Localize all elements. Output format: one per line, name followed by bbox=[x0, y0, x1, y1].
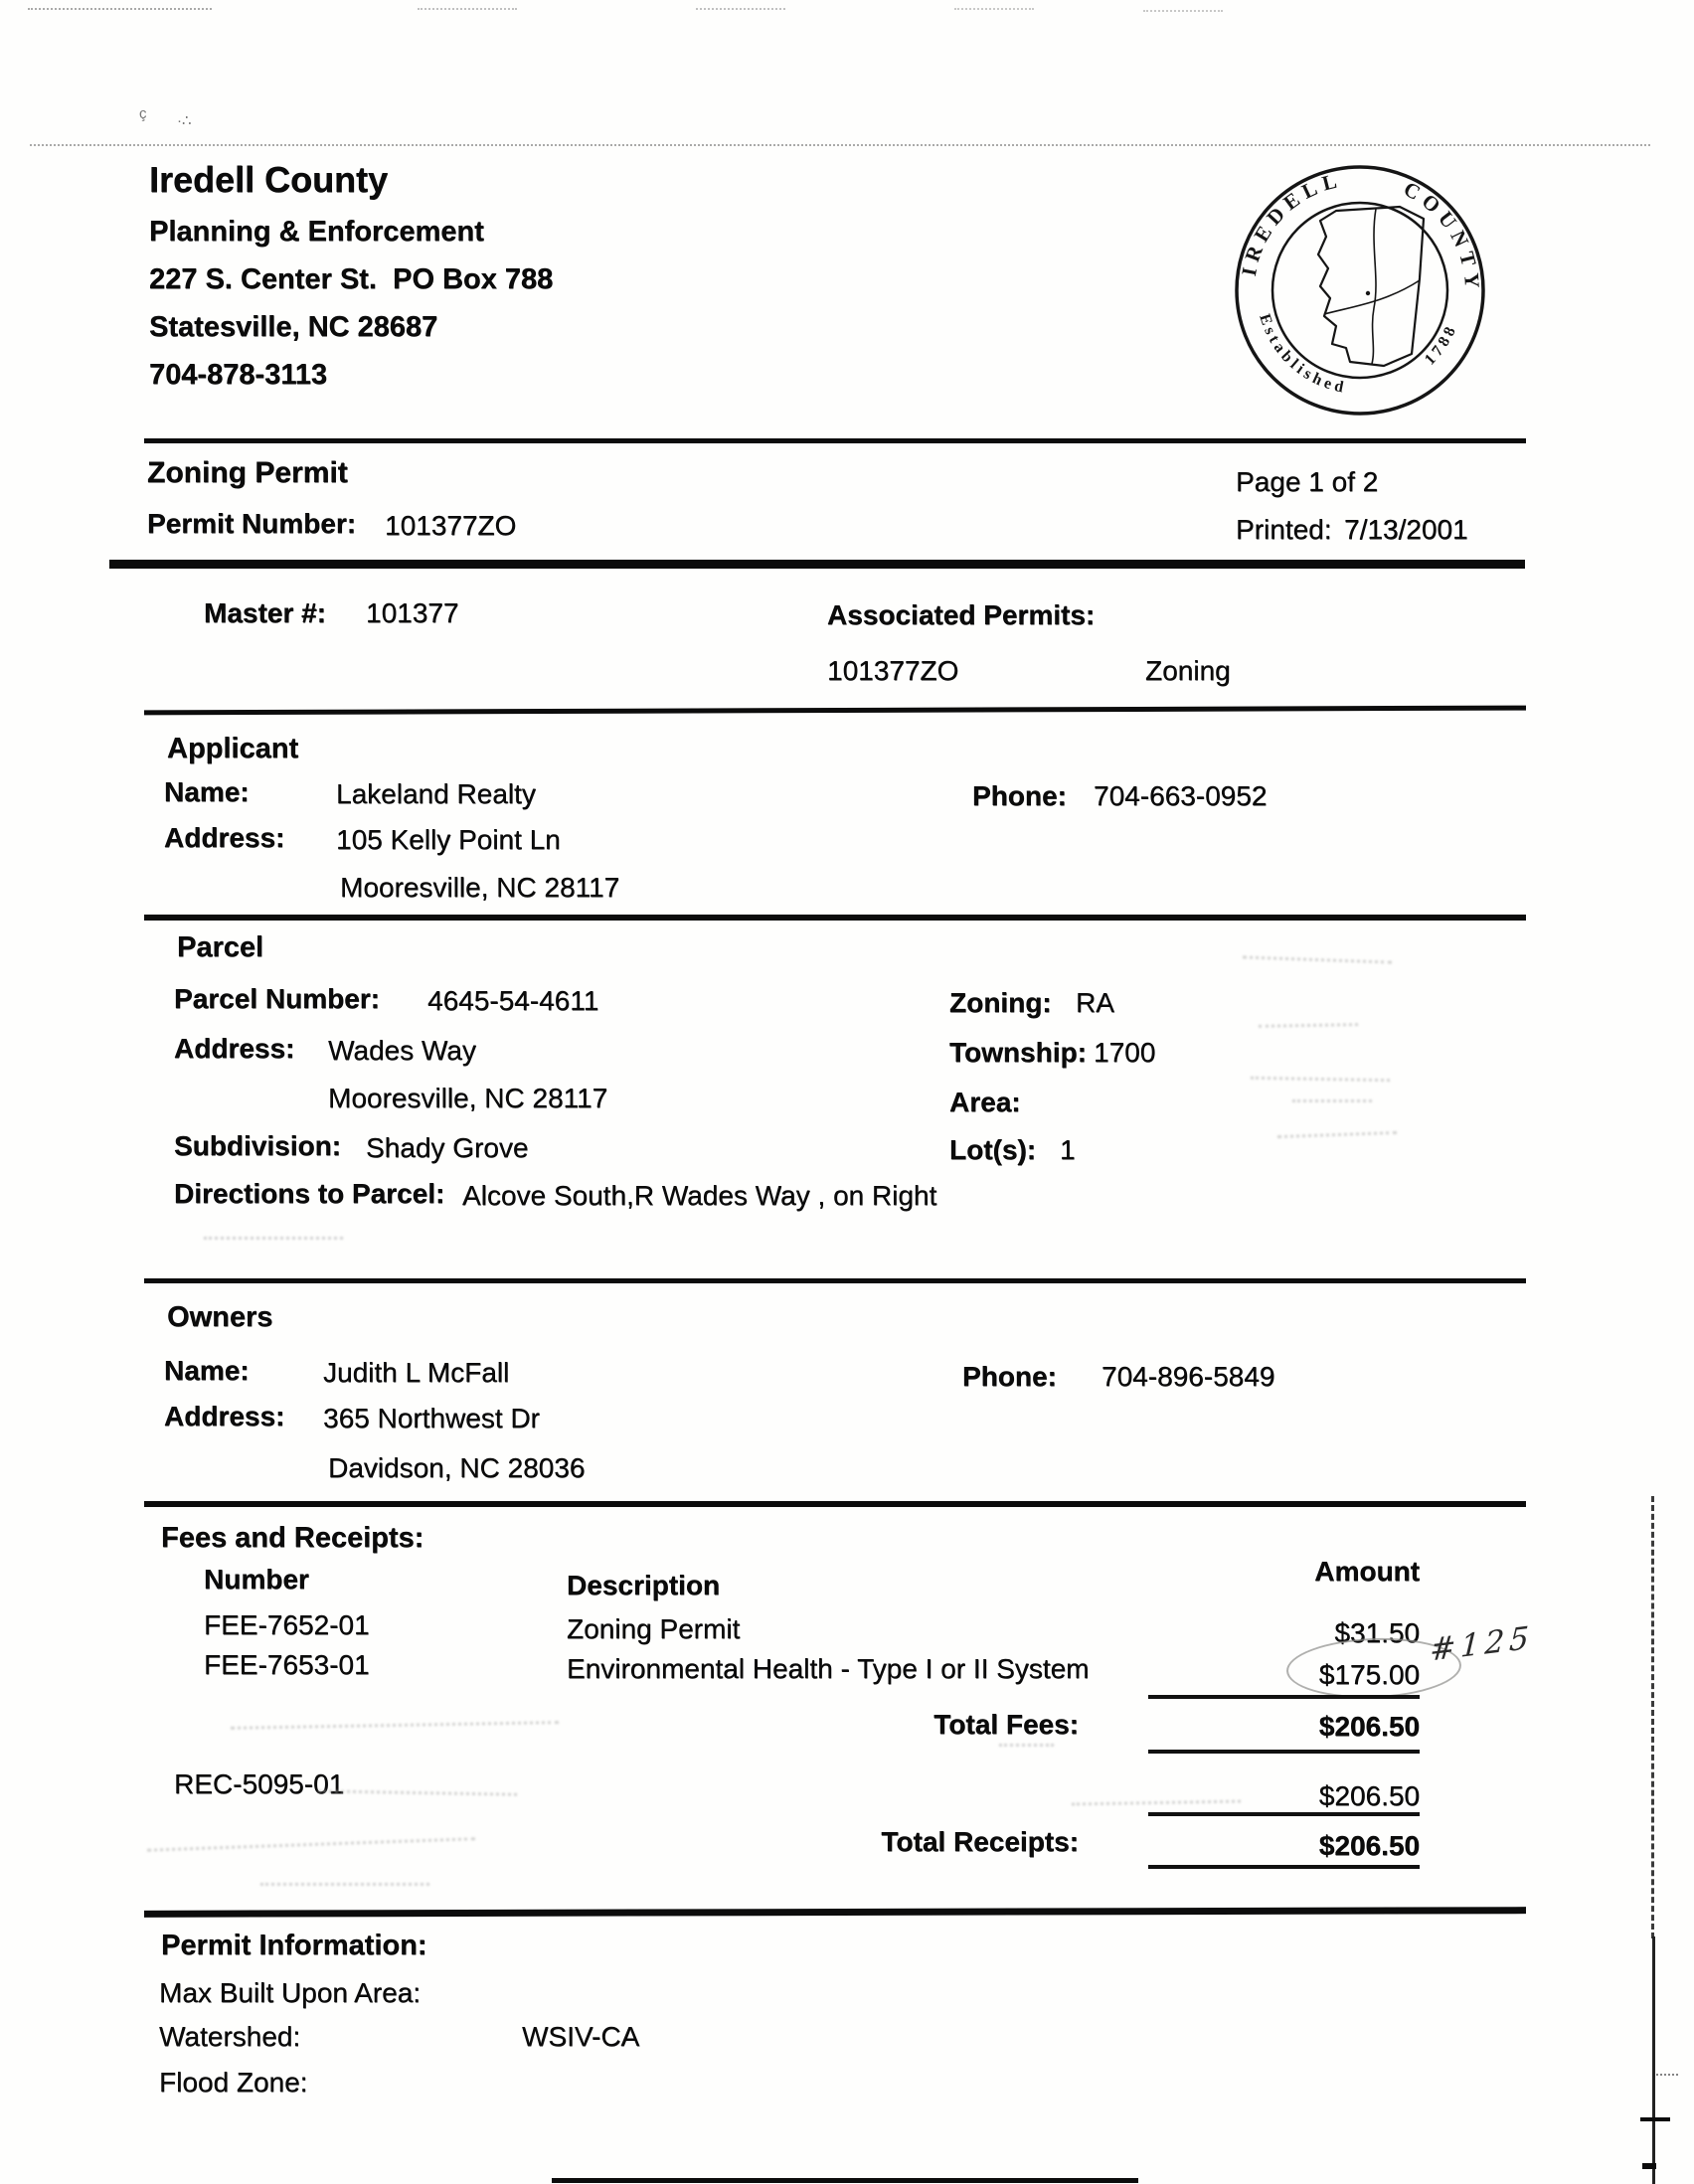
applicant-address-value: 105 Kelly Point Ln bbox=[336, 824, 561, 855]
scan-speck: ç bbox=[139, 105, 147, 122]
owners-phone-label: Phone: bbox=[962, 1361, 1057, 1392]
receipt-amount: $206.50 bbox=[1318, 1780, 1420, 1811]
master-number-label: Master #: bbox=[204, 597, 326, 628]
applicant-address-label: Address: bbox=[164, 822, 285, 853]
org-address-line1: 227 S. Center St. PO Box 788 bbox=[149, 263, 554, 295]
section-divider-heavy bbox=[109, 560, 1525, 569]
parcel-zoning-value: RA bbox=[1076, 987, 1114, 1018]
owners-address-label: Address: bbox=[164, 1401, 285, 1431]
scan-smudge bbox=[999, 1744, 1054, 1747]
permit-info-section-title: Permit Information: bbox=[161, 1930, 427, 1961]
seal-inner-ring bbox=[1272, 203, 1447, 378]
associated-permit-number: 101377ZO bbox=[827, 655, 959, 686]
scan-edge-tick bbox=[1656, 2074, 1678, 2076]
owners-city-value: Davidson, NC 28036 bbox=[328, 1452, 586, 1483]
parcel-address-label: Address: bbox=[174, 1033, 295, 1064]
scan-smudge bbox=[1259, 1023, 1358, 1028]
permit-number-value: 101377ZO bbox=[385, 510, 517, 541]
fees-section-title: Fees and Receipts: bbox=[161, 1522, 424, 1554]
parcel-lots-label: Lot(s): bbox=[949, 1134, 1037, 1165]
owners-section-title: Owners bbox=[167, 1301, 273, 1333]
applicant-phone-label: Phone: bbox=[972, 780, 1067, 811]
page-indicator: Page 1 of 2 bbox=[1236, 466, 1379, 497]
printed-label: Printed: bbox=[1236, 514, 1332, 545]
scan-artifact-dots bbox=[696, 8, 785, 10]
org-name: Iredell County bbox=[149, 159, 389, 200]
scan-edge-line bbox=[1651, 1496, 1654, 1938]
associated-permits-label: Associated Permits: bbox=[827, 599, 1096, 630]
section-divider bbox=[144, 1278, 1526, 1283]
scan-artifact-dots bbox=[28, 8, 212, 10]
scan-artifact-dots bbox=[1143, 10, 1223, 12]
section-divider bbox=[144, 915, 1526, 921]
scan-edge-tick bbox=[1640, 2117, 1670, 2121]
owners-name-label: Name: bbox=[164, 1355, 250, 1386]
parcel-subdivision-value: Shady Grove bbox=[366, 1132, 529, 1163]
county-seal bbox=[1229, 159, 1491, 421]
scan-artifact-dotted-line bbox=[30, 144, 1650, 146]
scan-smudge bbox=[204, 1237, 343, 1240]
parcel-zoning-label: Zoning: bbox=[949, 987, 1052, 1018]
county-map-road bbox=[1324, 280, 1420, 314]
watershed-label: Watershed: bbox=[159, 2021, 301, 2052]
scan-edge-line bbox=[1652, 1936, 1655, 2184]
section-divider bbox=[144, 706, 1526, 716]
parcel-area-label: Area: bbox=[949, 1087, 1021, 1117]
owners-address-value: 365 Northwest Dr bbox=[323, 1403, 540, 1433]
parcel-city-value: Mooresville, NC 28117 bbox=[328, 1083, 608, 1113]
parcel-directions-value: Alcove South,R Wades Way , on Right bbox=[462, 1180, 937, 1211]
applicant-phone-value: 704-663-0952 bbox=[1094, 780, 1268, 811]
receipt-number: REC-5095-01 bbox=[174, 1768, 345, 1799]
handwritten-note: #125 bbox=[1429, 1619, 1535, 1669]
county-map-river bbox=[1372, 209, 1376, 364]
scan-artifact-dots bbox=[418, 8, 517, 10]
county-map-outline bbox=[1318, 207, 1424, 366]
scan-artifact-dots bbox=[954, 8, 1034, 10]
parcel-number-label: Parcel Number: bbox=[174, 983, 380, 1014]
seal-text-established: Established bbox=[1256, 311, 1349, 398]
scan-smudge bbox=[1277, 1131, 1397, 1138]
applicant-name-value: Lakeland Realty bbox=[336, 778, 536, 809]
applicant-name-label: Name: bbox=[164, 776, 250, 807]
fee-row-description: Zoning Permit bbox=[567, 1613, 741, 1644]
parcel-subdivision-label: Subdivision: bbox=[174, 1130, 341, 1161]
total-receipts-label: Total Receipts: bbox=[881, 1826, 1079, 1857]
total-fees-label: Total Fees: bbox=[933, 1709, 1079, 1740]
fee-row-number: FEE-7653-01 bbox=[204, 1649, 370, 1680]
fee-row-amount: $31.50 bbox=[1334, 1617, 1420, 1648]
parcel-number-value: 4645-54-4611 bbox=[427, 985, 599, 1016]
applicant-section-title: Applicant bbox=[167, 733, 299, 764]
scan-speck: ·∴ bbox=[177, 112, 192, 129]
section-divider bbox=[144, 1501, 1526, 1507]
scan-smudge bbox=[231, 1721, 559, 1730]
scan-smudge bbox=[147, 1837, 475, 1852]
amount-rule bbox=[1148, 1750, 1420, 1754]
seal-text-1788: 1788 bbox=[1421, 320, 1461, 369]
parcel-township-label: Township: bbox=[949, 1037, 1087, 1068]
fees-col-description: Description bbox=[567, 1570, 721, 1600]
amount-rule bbox=[1148, 1812, 1420, 1816]
scan-bottom-bar bbox=[552, 2178, 1138, 2183]
section-divider bbox=[144, 1907, 1526, 1918]
parcel-directions-label: Directions to Parcel: bbox=[174, 1178, 445, 1209]
fees-col-amount: Amount bbox=[1314, 1556, 1420, 1587]
amount-rule bbox=[1148, 1865, 1420, 1869]
printed-date: 7/13/2001 bbox=[1344, 514, 1468, 545]
svg-text:IREDELL bbox=[1237, 167, 1345, 277]
scan-smudge bbox=[260, 1883, 429, 1886]
section-divider bbox=[144, 438, 1526, 443]
parcel-lots-value: 1 bbox=[1060, 1134, 1076, 1165]
max-built-upon-area-label: Max Built Upon Area: bbox=[159, 1977, 422, 2008]
parcel-township-value: 1700 bbox=[1094, 1037, 1156, 1068]
amount-rule bbox=[1148, 1695, 1420, 1699]
owners-phone-value: 704-896-5849 bbox=[1101, 1361, 1275, 1392]
seal-text-iredell: IREDELL bbox=[1236, 167, 1345, 278]
scan-edge-tick bbox=[1642, 2163, 1656, 2169]
scan-smudge bbox=[1292, 1099, 1372, 1102]
master-number-value: 101377 bbox=[366, 597, 459, 628]
permit-title: Zoning Permit bbox=[147, 456, 348, 489]
associated-permit-type: Zoning bbox=[1145, 655, 1231, 686]
applicant-city-value: Mooresville, NC 28117 bbox=[340, 872, 620, 903]
org-department: Planning & Enforcement bbox=[149, 216, 484, 248]
permit-number-label: Permit Number: bbox=[147, 508, 357, 539]
scan-smudge bbox=[318, 1789, 517, 1795]
org-phone: 704-878-3113 bbox=[149, 359, 327, 391]
seal-text-county: COUNTY bbox=[1399, 176, 1485, 295]
scan-smudge bbox=[1251, 1077, 1390, 1082]
fee-row-number: FEE-7652-01 bbox=[204, 1609, 370, 1640]
flood-zone-label: Flood Zone: bbox=[159, 2067, 308, 2098]
fees-col-number: Number bbox=[204, 1564, 309, 1595]
parcel-address-value: Wades Way bbox=[328, 1035, 476, 1066]
watershed-value: WSIV-CA bbox=[522, 2021, 640, 2052]
total-receipts-value: $206.50 bbox=[1318, 1830, 1420, 1861]
county-map-marker bbox=[1366, 291, 1370, 295]
fee-row-description: Environmental Health - Type I or II System bbox=[567, 1653, 1090, 1684]
scan-smudge bbox=[1243, 955, 1392, 963]
parcel-section-title: Parcel bbox=[177, 931, 264, 963]
owners-name-value: Judith L McFall bbox=[323, 1357, 510, 1388]
total-fees-value: $206.50 bbox=[1318, 1711, 1420, 1742]
fee-row-amount: $175.00 bbox=[1318, 1659, 1420, 1690]
org-address-line2: Statesville, NC 28687 bbox=[149, 311, 438, 343]
